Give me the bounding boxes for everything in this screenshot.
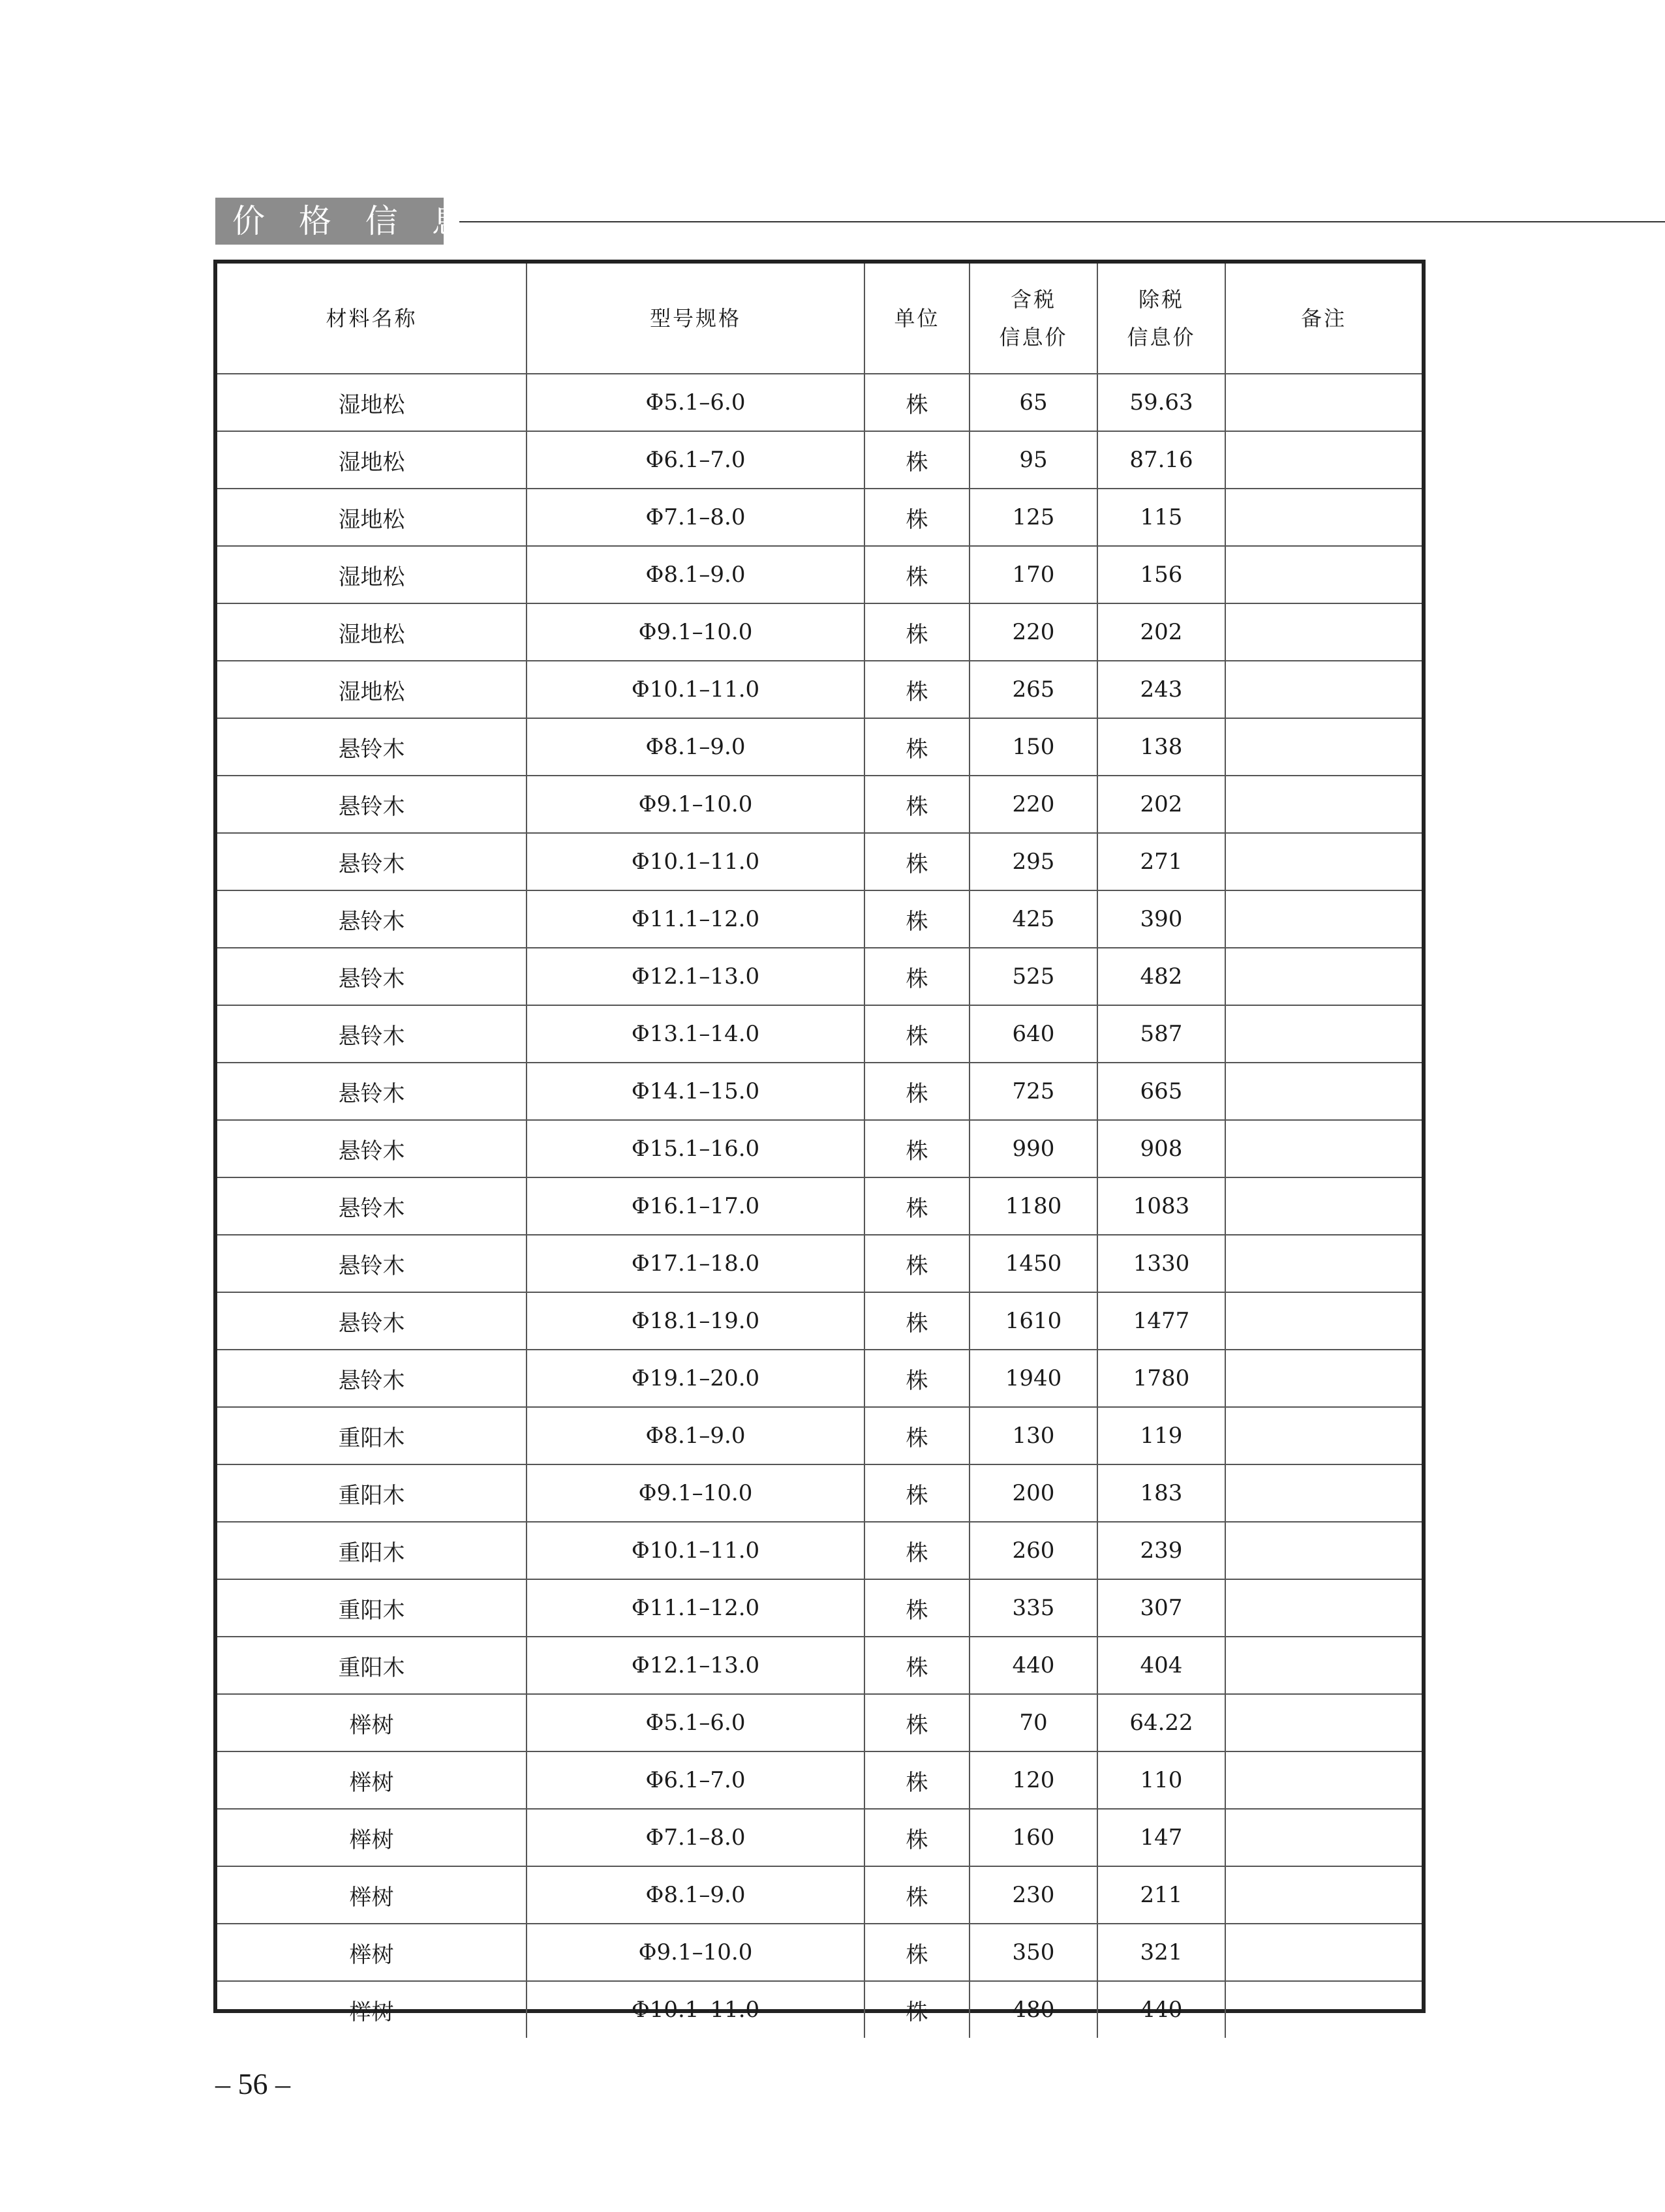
price-without-tax-cell: 202 [1097, 776, 1225, 833]
material-name-cell: 湿地松 [217, 661, 527, 718]
price-with-tax-cell: 160 [970, 1809, 1097, 1866]
unit-cell: 株 [864, 1063, 970, 1120]
price-with-tax-cell: 480 [970, 1981, 1097, 2038]
table-row [217, 1809, 1422, 1866]
price-without-tax-cell: 404 [1097, 1637, 1225, 1694]
price-with-tax-cell: 95 [970, 431, 1097, 489]
table-row [217, 890, 1422, 948]
price-with-tax-cell: 525 [970, 948, 1097, 1005]
header-spec: 型号规格 [527, 264, 864, 374]
table-row [217, 1063, 1422, 1120]
material-name-cell: 悬铃木 [217, 1063, 527, 1120]
price-table [217, 264, 1422, 2038]
remark-cell [1225, 1981, 1422, 2038]
table-row [217, 489, 1422, 546]
price-with-tax-cell: 265 [970, 661, 1097, 718]
table-row [217, 374, 1422, 431]
spec-cell: Φ10.1–11.0 [527, 833, 864, 890]
remark-cell [1225, 546, 1422, 603]
spec-cell: Φ12.1–13.0 [527, 948, 864, 1005]
table-row [217, 1407, 1422, 1464]
unit-cell: 株 [864, 546, 970, 603]
table-row [217, 1235, 1422, 1292]
unit-cell: 株 [864, 1292, 970, 1350]
remark-cell [1225, 603, 1422, 661]
remark-cell [1225, 1235, 1422, 1292]
material-name-cell: 重阳木 [217, 1522, 527, 1579]
price-with-tax-cell: 640 [970, 1005, 1097, 1063]
table-row [217, 603, 1422, 661]
price-without-tax-cell: 271 [1097, 833, 1225, 890]
header-price-with-tax-line2: 信息价 [999, 325, 1068, 350]
price-with-tax-cell: 990 [970, 1120, 1097, 1177]
price-without-tax-cell: 119 [1097, 1407, 1225, 1464]
unit-cell: 株 [864, 374, 970, 431]
spec-cell: Φ8.1–9.0 [527, 546, 864, 603]
price-without-tax-cell: 211 [1097, 1866, 1225, 1924]
header-price-without-tax-line2: 信息价 [1127, 325, 1196, 350]
spec-cell: Φ18.1–19.0 [527, 1292, 864, 1350]
material-name-cell: 悬铃木 [217, 948, 527, 1005]
price-without-tax-cell: 440 [1097, 1981, 1225, 2038]
table-body [217, 374, 1422, 2038]
table-row [217, 1292, 1422, 1350]
material-name-cell: 重阳木 [217, 1579, 527, 1637]
remark-cell [1225, 661, 1422, 718]
spec-cell: Φ13.1–14.0 [527, 1005, 864, 1063]
unit-cell: 株 [864, 1177, 970, 1235]
remark-cell [1225, 374, 1422, 431]
material-name-cell: 悬铃木 [217, 833, 527, 890]
table-row [217, 1694, 1422, 1751]
price-with-tax-cell: 1180 [970, 1177, 1097, 1235]
remark-cell [1225, 1350, 1422, 1407]
material-name-cell: 悬铃木 [217, 1177, 527, 1235]
price-with-tax-cell: 1940 [970, 1350, 1097, 1407]
price-with-tax-cell: 150 [970, 718, 1097, 776]
header-price-with-tax [970, 264, 1097, 374]
price-with-tax-cell: 220 [970, 776, 1097, 833]
price-without-tax-cell: 64.22 [1097, 1694, 1225, 1751]
price-without-tax-cell: 239 [1097, 1522, 1225, 1579]
table-row [217, 431, 1422, 489]
material-name-cell: 湿地松 [217, 431, 527, 489]
spec-cell: Φ7.1–8.0 [527, 1809, 864, 1866]
spec-cell: Φ5.1–6.0 [527, 374, 864, 431]
material-name-cell: 榉树 [217, 1866, 527, 1924]
unit-cell: 株 [864, 1924, 970, 1981]
price-without-tax-cell: 307 [1097, 1579, 1225, 1637]
remark-cell [1225, 1407, 1422, 1464]
spec-cell: Φ9.1–10.0 [527, 776, 864, 833]
unit-cell: 株 [864, 1981, 970, 2038]
spec-cell: Φ6.1–7.0 [527, 431, 864, 489]
table-header-row [217, 264, 1422, 374]
price-without-tax-cell: 87.16 [1097, 431, 1225, 489]
material-name-cell: 榉树 [217, 1751, 527, 1809]
unit-cell: 株 [864, 603, 970, 661]
unit-cell: 株 [864, 431, 970, 489]
price-without-tax-cell: 115 [1097, 489, 1225, 546]
remark-cell [1225, 1522, 1422, 1579]
unit-cell: 株 [864, 661, 970, 718]
spec-cell: Φ10.1–11.0 [527, 661, 864, 718]
remark-cell [1225, 1637, 1422, 1694]
spec-cell: Φ11.1–12.0 [527, 890, 864, 948]
spec-cell: Φ5.1–6.0 [527, 1694, 864, 1751]
remark-cell [1225, 1809, 1422, 1866]
unit-cell: 株 [864, 718, 970, 776]
price-with-tax-cell: 170 [970, 546, 1097, 603]
price-without-tax-cell: 390 [1097, 890, 1225, 948]
unit-cell: 株 [864, 1751, 970, 1809]
material-name-cell: 湿地松 [217, 489, 527, 546]
price-with-tax-cell: 260 [970, 1522, 1097, 1579]
price-without-tax-cell: 908 [1097, 1120, 1225, 1177]
price-without-tax-cell: 156 [1097, 546, 1225, 603]
price-with-tax-cell: 200 [970, 1464, 1097, 1522]
spec-cell: Φ6.1–7.0 [527, 1751, 864, 1809]
spec-cell: Φ8.1–9.0 [527, 1866, 864, 1924]
spec-cell: Φ17.1–18.0 [527, 1235, 864, 1292]
material-name-cell: 榉树 [217, 1694, 527, 1751]
section-header [215, 198, 1665, 245]
remark-cell [1225, 489, 1422, 546]
header-unit: 单位 [864, 264, 970, 374]
unit-cell: 株 [864, 1464, 970, 1522]
remark-cell [1225, 718, 1422, 776]
price-with-tax-cell: 1450 [970, 1235, 1097, 1292]
table-row [217, 546, 1422, 603]
material-name-cell: 悬铃木 [217, 1292, 527, 1350]
remark-cell [1225, 1292, 1422, 1350]
remark-cell [1225, 1579, 1422, 1637]
material-name-cell: 湿地松 [217, 546, 527, 603]
price-with-tax-cell: 130 [970, 1407, 1097, 1464]
price-without-tax-cell: 59.63 [1097, 374, 1225, 431]
table-row [217, 1120, 1422, 1177]
unit-cell: 株 [864, 1809, 970, 1866]
table-row [217, 1751, 1422, 1809]
material-name-cell: 悬铃木 [217, 1350, 527, 1407]
unit-cell: 株 [864, 1235, 970, 1292]
price-without-tax-cell: 482 [1097, 948, 1225, 1005]
spec-cell: Φ9.1–10.0 [527, 1924, 864, 1981]
spec-cell: Φ16.1–17.0 [527, 1177, 864, 1235]
material-name-cell: 湿地松 [217, 374, 527, 431]
price-without-tax-cell: 1780 [1097, 1350, 1225, 1407]
remark-cell [1225, 1120, 1422, 1177]
table-row [217, 718, 1422, 776]
header-price-without-tax [1097, 264, 1225, 374]
remark-cell [1225, 1924, 1422, 1981]
price-with-tax-cell: 230 [970, 1866, 1097, 1924]
table-row [217, 1464, 1422, 1522]
remark-cell [1225, 1005, 1422, 1063]
price-with-tax-cell: 70 [970, 1694, 1097, 1751]
material-name-cell: 悬铃木 [217, 890, 527, 948]
remark-cell [1225, 1694, 1422, 1751]
price-with-tax-cell: 65 [970, 374, 1097, 431]
price-with-tax-cell: 335 [970, 1579, 1097, 1637]
price-without-tax-cell: 147 [1097, 1809, 1225, 1866]
price-without-tax-cell: 321 [1097, 1924, 1225, 1981]
unit-cell: 株 [864, 1120, 970, 1177]
table-row [217, 1981, 1422, 2038]
material-name-cell: 榉树 [217, 1809, 527, 1866]
table-row [217, 1866, 1422, 1924]
unit-cell: 株 [864, 776, 970, 833]
unit-cell: 株 [864, 1637, 970, 1694]
table-row [217, 1579, 1422, 1637]
spec-cell: Φ19.1–20.0 [527, 1350, 864, 1407]
unit-cell: 株 [864, 489, 970, 546]
unit-cell: 株 [864, 948, 970, 1005]
price-table-frame [213, 260, 1426, 2025]
material-name-cell: 重阳木 [217, 1464, 527, 1522]
material-name-cell: 重阳木 [217, 1637, 527, 1694]
table-row [217, 833, 1422, 890]
material-name-cell: 榉树 [217, 1981, 527, 2038]
price-with-tax-cell: 350 [970, 1924, 1097, 1981]
table-row [217, 1637, 1422, 1694]
spec-cell: Φ12.1–13.0 [527, 1637, 864, 1694]
page-number: – 56 – [215, 2067, 290, 2100]
remark-cell [1225, 776, 1422, 833]
section-divider [459, 221, 1665, 222]
unit-cell: 株 [864, 833, 970, 890]
spec-cell: Φ10.1–11.0 [527, 1522, 864, 1579]
remark-cell [1225, 890, 1422, 948]
header-remark: 备注 [1225, 264, 1422, 374]
remark-cell [1225, 1464, 1422, 1522]
price-with-tax-cell: 295 [970, 833, 1097, 890]
price-without-tax-cell: 587 [1097, 1005, 1225, 1063]
price-without-tax-cell: 183 [1097, 1464, 1225, 1522]
unit-cell: 株 [864, 890, 970, 948]
remark-cell [1225, 1177, 1422, 1235]
spec-cell: Φ8.1–9.0 [527, 718, 864, 776]
table-row [217, 661, 1422, 718]
spec-cell: Φ8.1–9.0 [527, 1407, 864, 1464]
price-with-tax-cell: 125 [970, 489, 1097, 546]
unit-cell: 株 [864, 1522, 970, 1579]
price-with-tax-cell: 440 [970, 1637, 1097, 1694]
spec-cell: Φ10.1–11.0 [527, 1981, 864, 2038]
material-name-cell: 悬铃木 [217, 1235, 527, 1292]
table-row [217, 1924, 1422, 1981]
material-name-cell: 湿地松 [217, 603, 527, 661]
remark-cell [1225, 1063, 1422, 1120]
price-without-tax-cell: 1330 [1097, 1235, 1225, 1292]
section-title: 价 格 信 息 [215, 198, 444, 245]
header-price-without-tax-line1: 除税 [1138, 287, 1184, 312]
table-row [217, 1350, 1422, 1407]
material-name-cell: 悬铃木 [217, 718, 527, 776]
table-row [217, 1177, 1422, 1235]
unit-cell: 株 [864, 1407, 970, 1464]
header-material-name: 材料名称 [217, 264, 527, 374]
material-name-cell: 重阳木 [217, 1407, 527, 1464]
price-without-tax-cell: 1477 [1097, 1292, 1225, 1350]
table-row [217, 1005, 1422, 1063]
unit-cell: 株 [864, 1005, 970, 1063]
price-without-tax-cell: 138 [1097, 718, 1225, 776]
unit-cell: 株 [864, 1866, 970, 1924]
table-row [217, 776, 1422, 833]
header-price-with-tax-line1: 含税 [1010, 287, 1056, 312]
spec-cell: Φ11.1–12.0 [527, 1579, 864, 1637]
price-with-tax-cell: 725 [970, 1063, 1097, 1120]
remark-cell [1225, 1751, 1422, 1809]
remark-cell [1225, 948, 1422, 1005]
spec-cell: Φ9.1–10.0 [527, 603, 864, 661]
price-without-tax-cell: 202 [1097, 603, 1225, 661]
price-without-tax-cell: 110 [1097, 1751, 1225, 1809]
material-name-cell: 悬铃木 [217, 776, 527, 833]
unit-cell: 株 [864, 1350, 970, 1407]
price-with-tax-cell: 120 [970, 1751, 1097, 1809]
remark-cell [1225, 431, 1422, 489]
unit-cell: 株 [864, 1694, 970, 1751]
price-with-tax-cell: 1610 [970, 1292, 1097, 1350]
table-row [217, 1522, 1422, 1579]
price-without-tax-cell: 1083 [1097, 1177, 1225, 1235]
material-name-cell: 悬铃木 [217, 1005, 527, 1063]
unit-cell: 株 [864, 1579, 970, 1637]
spec-cell: Φ14.1–15.0 [527, 1063, 864, 1120]
spec-cell: Φ7.1–8.0 [527, 489, 864, 546]
price-with-tax-cell: 220 [970, 603, 1097, 661]
price-without-tax-cell: 243 [1097, 661, 1225, 718]
remark-cell [1225, 1866, 1422, 1924]
spec-cell: Φ9.1–10.0 [527, 1464, 864, 1522]
price-without-tax-cell: 665 [1097, 1063, 1225, 1120]
price-with-tax-cell: 425 [970, 890, 1097, 948]
remark-cell [1225, 833, 1422, 890]
material-name-cell: 悬铃木 [217, 1120, 527, 1177]
spec-cell: Φ15.1–16.0 [527, 1120, 864, 1177]
table-row [217, 948, 1422, 1005]
material-name-cell: 榉树 [217, 1924, 527, 1981]
